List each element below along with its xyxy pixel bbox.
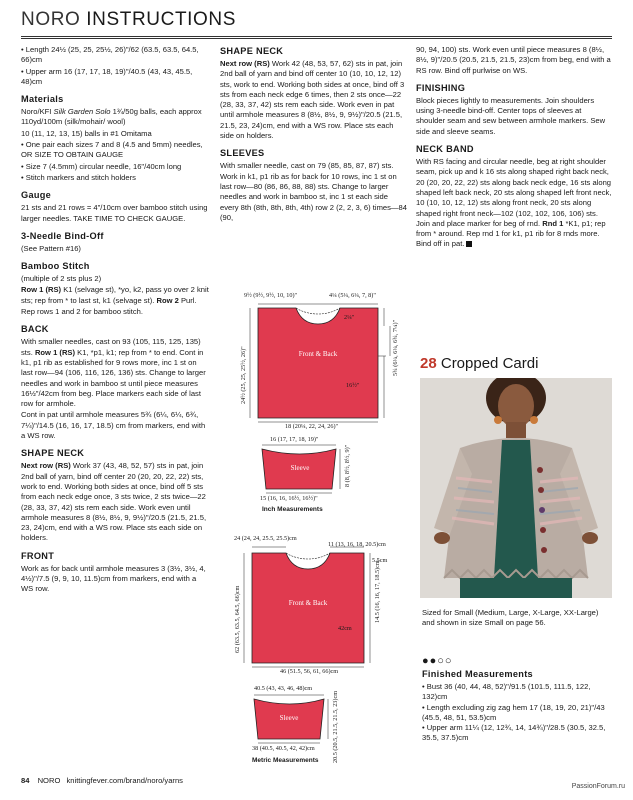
model-photo bbox=[420, 378, 612, 598]
inch-body-diagram bbox=[220, 290, 410, 430]
skill-level-dots: ●●○○ bbox=[422, 655, 453, 667]
bamboo-rows: Row 1 (RS) K1 (selvage st), *yo, k2, pass yo over 2 knit sts; rep from * to last st, k1 (selvage st). Row 2 Purl. bbox=[21, 285, 209, 305]
metric-body-diagram bbox=[220, 535, 410, 675]
end-mark bbox=[466, 241, 472, 247]
sleeves-text: With smaller needle, cast on 79 (85, 85, 87, 87) sts. Work in k1, p1 rib as for back for 10 rows, inc 1 st on last row—80 (86, 86, 88, 88) sts. Change to larger needles and work in bamboo st, inc 1 st each side every 8th (8th, 8th, 8th, 4th) row 2 (2, 2, 3, 6) times—84 (90, bbox=[220, 161, 407, 222]
size-upper-arm: • Upper arm 16 (17, 17, 18, 19)"/40.5 (43, 43, 45.5, 48)cm bbox=[21, 67, 209, 88]
page-header bbox=[0, 0, 633, 40]
finishing-heading: FINISHING bbox=[416, 82, 466, 93]
inch-width-dim: 18 (20¼, 22, 24, 26)" bbox=[285, 423, 339, 430]
sleeves-heading: SLEEVES bbox=[220, 148, 265, 159]
metric-neck-drop-dim: 5.5cm bbox=[372, 557, 388, 564]
metric-top-left-dim: 24 (24, 24, 25.5, 25.5)cm bbox=[234, 535, 297, 542]
metric-sleeve-diagram bbox=[232, 685, 410, 770]
footer-brand: NORO bbox=[37, 776, 61, 785]
metric-sleeve-length-dim: 20.5 (20.5, 21.5, 21.5, 23)cm bbox=[332, 690, 339, 763]
inch-sleeve-top-dim: 16 (17, 17, 18, 19)" bbox=[270, 436, 319, 443]
watermark: PassionForum.ru bbox=[571, 783, 625, 790]
front-shape-neck-text: Next row (RS) Work 42 (48, 53, 57, 62) sts in pat, join 2nd ball of yarn and bind off center 10 (10, 10, 12, 12) sts, work to end. Working both sides at once, bind off 3 sts from each neck edge 6 times, then 2 sts once—22 (28, 33, 37, 42) sts rem each side. Work even in pat until armhole measures 8 (8½, 8½, 9, 9½)"/20.5 (21.5, 21.5, 23, 24)cm, end with a WS row. Place sts each side on holders. bbox=[220, 59, 405, 141]
page-number: 84 bbox=[21, 776, 30, 785]
materials-yarn: Noro/KFI Silk Garden Solo 1¾/50g balls, each approx 110yd/100m (silk/mohair/ wool) bbox=[21, 107, 202, 127]
bindoff-heading: 3-Needle Bind-Off bbox=[21, 230, 104, 241]
sleeves-cont-text: 90, 94, 100) sts. Work even until piece measures 8 (8½, 8½, 9)"/20.5 (20.5, 21.5, 21.5, 23)cm from beg, end with a RS row. Bind off purlwise on WS. bbox=[416, 45, 611, 75]
neckband-heading: NECK BAND bbox=[416, 144, 474, 155]
model-illustration bbox=[420, 378, 612, 598]
fm-upper-arm: • Upper arm 11¼ (12, 12¾, 14, 14¾)"/28.5 (30.5, 32.5, 35.5, 37.5)cm bbox=[422, 723, 612, 744]
back-text-2: Cont in pat until armhole measures 5¾ (6¼, 6¼, 6¾, 7¼)"/14.5 (16, 16, 17, 18.5) cm from markers, end with a WS row. bbox=[21, 410, 206, 441]
size-length: • Length 24½ (25, 25, 25½, 26)"/62 (63.5, 63.5, 64.5, 66)cm bbox=[21, 45, 209, 66]
metric-side-dim: 42cm bbox=[338, 625, 352, 632]
header-rule bbox=[21, 36, 612, 39]
inch-caption: Inch Measurements bbox=[262, 506, 323, 513]
materials-heading: Materials bbox=[21, 94, 64, 105]
inch-armhole-dim: 5¾ (6¼, 6¼, 6¾, 7¼)" bbox=[392, 319, 399, 376]
neckband-text: With RS facing and circular needle, beg at right shoulder seam, pick up and k 16 sts along shaped right back neck, 20 (20, 20, 22, 22) sts along back neck edge, 16 sts along shaped left back neck, 20 sts along shaped left front neck, 10 (10, 10, 12, 12) sts along front neck, 20 sts along shaped right front neck—102 (102, 102, 106, 106) sts. Join and place marker for beg of rnd. Rnd 1 *K1, p1; rep from * around. Rep rnd 1 for k1, p1 rib for 8 rnds more. Bind off in pat. bbox=[416, 157, 612, 249]
bamboo-multiple: (multiple of 2 sts plus 2) bbox=[21, 274, 102, 284]
pattern-number: 28 bbox=[420, 355, 437, 372]
front-heading: FRONT bbox=[21, 550, 55, 561]
inch-sleeve-label: Sleeve bbox=[290, 464, 310, 472]
page-title bbox=[21, 9, 236, 31]
metric-sleeve-bottom-dim: 38 (40.5, 40.5, 42, 42)cm bbox=[252, 745, 315, 752]
inch-length-dim: 24½ (25, 25, 25½, 26)" bbox=[240, 346, 247, 404]
inch-sleeve-length-dim: 8 (8, 8½, 8½, 9)" bbox=[344, 444, 351, 487]
bamboo-heading: Bamboo Stitch bbox=[21, 261, 90, 272]
metric-width-dim: 46 (51.5, 56, 61, 66)cm bbox=[280, 668, 339, 675]
metric-length-dim: 62 (63.5, 63.5, 64.5, 66)cm bbox=[234, 585, 241, 653]
materials-needles: • One pair each sizes 7 and 8 (4.5 and 5mm) needles, OR SIZE TO OBTAIN GAUGE bbox=[21, 140, 209, 161]
finished-measurements bbox=[422, 668, 612, 744]
gauge-heading: Gauge bbox=[21, 190, 52, 201]
inch-top-left-dim: 9½ (9½, 9½, 10, 10)" bbox=[244, 292, 298, 299]
materials-circular: • Size 7 (4.5mm) circular needle, 16"/40cm long bbox=[21, 162, 209, 172]
metric-sleeve-top-dim: 40.5 (43, 43, 46, 48)cm bbox=[254, 685, 313, 692]
metric-armhole-dim: 14.5 (16, 16, 17, 18.5)cm bbox=[374, 560, 381, 623]
bindoff-text: (See Pattern #16) bbox=[21, 243, 81, 253]
finished-measurements-heading: Finished Measurements bbox=[422, 669, 533, 679]
header-title-text: INSTRUCTIONS bbox=[86, 9, 236, 30]
inch-sleeve-bottom-dim: 15 (16, 16, 16½, 16½)" bbox=[260, 495, 318, 502]
footer-url: knittingfever.com/brand/noro/yarns bbox=[66, 776, 183, 785]
inch-body-label: Front & Back bbox=[298, 350, 338, 358]
pattern-title bbox=[420, 355, 538, 372]
inch-top-right-dim: 4¼ (5¼, 6¼, 7, 8)" bbox=[329, 292, 376, 299]
metric-body-label: Front & Back bbox=[288, 599, 328, 607]
column-2 bbox=[220, 45, 408, 224]
inch-sleeve-outline bbox=[240, 435, 410, 517]
column-1 bbox=[21, 45, 209, 596]
materials-balls: 10 (11, 12, 13, 15) balls in #1 Omitama bbox=[21, 128, 152, 138]
page-footer bbox=[21, 776, 183, 785]
metric-caption: Metric Measurements bbox=[252, 757, 319, 764]
metric-sleeve-label: Sleeve bbox=[279, 714, 299, 722]
metric-top-right-dim: 11 (13, 16, 18, 20.5)cm bbox=[328, 541, 386, 548]
inch-neck-drop-dim: 2¼" bbox=[344, 314, 355, 321]
pattern-name: Cropped Cardi bbox=[440, 355, 539, 372]
back-shape-neck-heading: SHAPE NECK bbox=[21, 448, 85, 459]
fm-length: • Length excluding zig zag hem 17 (18, 19, 20, 21)"/43 (45.5, 48, 51, 53.5)cm bbox=[422, 703, 612, 724]
materials-markers: • Stitch markers and stitch holders bbox=[21, 173, 209, 183]
fm-bust: • Bust 36 (40, 44, 48, 52)"/91.5 (101.5, 111.5, 122, 132)cm bbox=[422, 682, 612, 703]
back-text-1: With smaller needles, cast on 93 (105, 115, 125, 135) sts. Row 1 (RS) K1, *p1, k1; rep from * to end. Cont in k1, p1 rib as established for 9 rows more, inc 1 st on last row—94 (106, 116, 126, 136) sts. Change to larger needles and work in bamboo st until piece measures 16½"/42cm from beg. Place markers each side of last row for armhole. bbox=[21, 337, 206, 409]
gauge-text: 21 sts and 21 rows = 4"/10cm over bamboo stitch using larger needles. TAKE TIME TO CHECK GAUGE. bbox=[21, 203, 208, 223]
back-heading: BACK bbox=[21, 324, 49, 335]
inch-sleeve-diagram bbox=[240, 435, 410, 517]
column-3 bbox=[416, 45, 612, 251]
finishing-text: Block pieces lightly to measurements. Join shoulders using 3-needle bind-off. Center tops of sleeves at shoulder seam and sew between armhole markers. Sew side and sleeve seams. bbox=[416, 95, 606, 136]
header-brand: NORO bbox=[21, 9, 81, 30]
back-shape-neck-text: Next row (RS) Work 37 (43, 48, 52, 57) sts in pat, join 2nd ball of yarn, bind off center 20 (20, 20, 22, 22) sts, work to end. Working both sides at once, bind off 5 sts from each neck edge once, 3 sts twice, 2 sts twice—22 (28, 33, 37, 42) sts rem each side. Work even until armhole measures 8 (8½, 8½, 9, 9½)"/20.5 (21.5, 21.5, 23, 24)cm, end with a WS row. Place sts each side on holders. bbox=[21, 461, 207, 543]
inch-body-outline bbox=[220, 290, 410, 430]
photo-caption: Sized for Small (Medium, Large, X-Large, XX-Large) and shown in size Small on page 56. bbox=[422, 608, 599, 627]
bamboo-rep: Rep rows 1 and 2 for bamboo stitch. bbox=[21, 307, 143, 317]
front-text: Work as for back until armhole measures 3 (3½, 3½, 4, 4½)"/7.5 (9, 9, 10, 11.5)cm from markers, end with a WS row. bbox=[21, 563, 206, 594]
inch-side-dim: 16½" bbox=[346, 382, 360, 389]
front-shape-neck-heading: SHAPE NECK bbox=[220, 46, 284, 56]
